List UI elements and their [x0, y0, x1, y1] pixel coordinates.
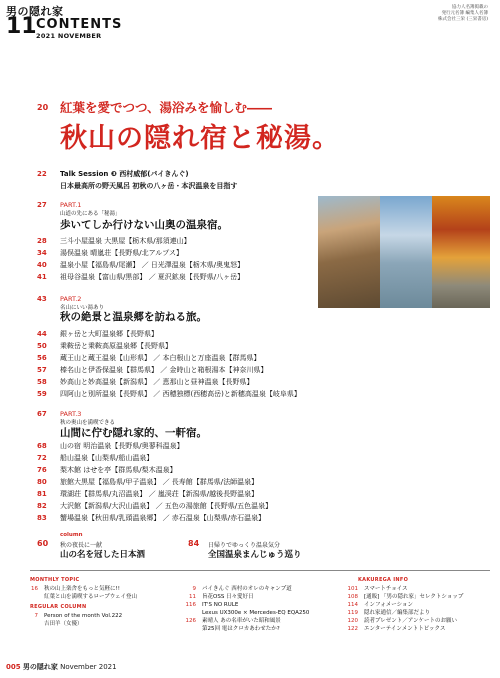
- footer-page-number: 005: [6, 663, 21, 671]
- column-left-kicker: 秋の夜長に一献: [60, 542, 103, 549]
- column-left-page: 60: [37, 539, 49, 548]
- page-number: 28: [37, 237, 47, 245]
- page-number: 68: [37, 442, 47, 450]
- toc-item: [178, 625, 280, 633]
- page-number: 114: [347, 602, 358, 608]
- page-number: 108: [347, 594, 358, 600]
- toc-item[interactable]: [340, 617, 457, 625]
- page-number: 126: [185, 618, 196, 624]
- feature-page-number: 20: [37, 103, 49, 112]
- footer-brand: 男の隠れ家: [22, 663, 58, 671]
- toc-text: [通販] 「男の隠れ家」セレクトショップ: [364, 594, 464, 600]
- regular-column-label: REGULAR COLUMN: [30, 604, 87, 610]
- toc-item[interactable]: [340, 625, 445, 633]
- page-number: 120: [347, 618, 358, 624]
- page-number: 83: [37, 514, 47, 522]
- toc-item: [20, 620, 83, 628]
- toc-text: 温泉小屋【福島県/尾瀬】 ／ 日光澤温泉【栃木県/奥鬼怒】: [60, 261, 245, 269]
- toc-item: [20, 593, 137, 601]
- page-number: 67: [37, 410, 47, 418]
- toc-text: 四阿山と別所温泉【長野県】 ／ 西穂独標(西穂高岳)と新穂高温泉【岐阜県】: [60, 390, 301, 398]
- page-number: 22: [37, 170, 47, 178]
- toc-item[interactable]: [20, 612, 122, 620]
- toc-text: 三斗小屋温泉 大黒屋【栃木県/那須連山】: [60, 237, 191, 245]
- credits: [438, 5, 488, 23]
- toc-text: 梨木館 はせを亭【群馬県/梨木温泉】: [60, 466, 177, 474]
- page-number: 122: [347, 626, 358, 632]
- part-label: PART.1: [60, 201, 82, 209]
- toc-text: 蔵王山と蔵王温泉【山形県】 ／ 本白根山と万座温泉【群馬県】: [60, 354, 261, 362]
- toc-text: 素晴人 あの名車がいた昭和風景: [202, 618, 281, 624]
- page-number: 27: [37, 201, 47, 209]
- page-number: 101: [347, 586, 358, 592]
- page-number: 41: [37, 273, 47, 281]
- toc-text: 蟹場温泉【秋田県/乳頭温泉郷】 ／ 赤石温泉【山梨県/赤石温泉】: [60, 514, 266, 522]
- talk-line2: 日本最高所の野天風呂 初秋の八ヶ岳・本沢温泉を目指す: [60, 182, 238, 190]
- part-label: PART.2: [60, 295, 82, 303]
- toc-text: 妙高山と妙高温泉【新潟県】 ／ 恵那山と昼神温泉【長野県】: [60, 378, 254, 386]
- column-right-page: 84: [188, 539, 200, 548]
- column-right-kicker: 日帰りでゆっくり温泉気分: [208, 542, 280, 549]
- part-heading: 山間に佇む隠れ家的、一軒宿。: [60, 427, 207, 439]
- toc-text: Person of the month Vol.222: [44, 613, 123, 619]
- mountain-lodge-photo: [318, 196, 380, 308]
- kakurega-info-label: KAKUREGA INFO: [358, 577, 409, 583]
- toc-item[interactable]: [178, 585, 292, 593]
- magazine-logo: 男の隠れ家: [6, 5, 64, 18]
- footer-date: November 2021: [60, 663, 117, 671]
- feature-subtitle: 紅葉を愛でつつ、湯浴みを愉しむ――: [60, 100, 273, 115]
- monthly-topic-label: MONTHLY TOPIC: [30, 577, 80, 583]
- toc-item[interactable]: [20, 585, 120, 593]
- feature-photos: [318, 196, 490, 308]
- part-kicker: 山道の先にある「秘湯」: [60, 211, 121, 217]
- toc-text: 祖母谷温泉【富山県/黒部】 ／ 夏沢鉱泉【長野県/八ヶ岳】: [60, 273, 245, 281]
- toc-item: [178, 609, 309, 617]
- toc-item[interactable]: [340, 593, 463, 601]
- issue-number: 11: [6, 14, 37, 39]
- page-number: 56: [37, 354, 47, 362]
- toc-text: 読者プレゼント／アンケートのお願い: [364, 618, 457, 624]
- page-number: 7: [34, 613, 38, 619]
- talk-line1: Talk Session ❸ 西村威郁(パイきんぐ): [60, 170, 189, 178]
- footer: [6, 662, 117, 672]
- snowy-hut-photo: [380, 196, 432, 308]
- toc-text: IT'S NO RULE: [202, 602, 239, 608]
- page-number: 43: [37, 295, 47, 303]
- toc-text: 隠れ家通信／編集部だより: [364, 610, 431, 616]
- toc-text: パイきんぐ 西村のオレのキャンプ道: [202, 586, 292, 592]
- page-number: 50: [37, 342, 47, 350]
- page-number: 11: [189, 594, 196, 600]
- page-number: 80: [37, 478, 47, 486]
- page-number: 58: [37, 378, 47, 386]
- credit-line: 協力人名簿掲載の: [452, 5, 488, 10]
- toc-text: 秋の山上楽舎をもっと気軽に!!: [44, 586, 120, 592]
- part-heading: 秋の絶景と温泉郷を訪ねる旅。: [60, 311, 207, 323]
- page-number: 34: [37, 249, 47, 257]
- toc-text: Lexus UX300e × Mercedes-EQ EQA250: [202, 610, 310, 616]
- toc-text: 第25回 電はクロカあわせたか?: [202, 626, 280, 632]
- toc-item[interactable]: [340, 585, 408, 593]
- toc-text: 乗鞍岳と乗鞍高原温泉郷【長野県】: [60, 342, 172, 350]
- page-number: 57: [37, 366, 47, 374]
- toc-text: スマートチョイス: [364, 586, 408, 592]
- toc-text: インフォメーション: [364, 602, 414, 608]
- contents-label: CONTENTS: [36, 17, 123, 32]
- part-kicker: 名山にいい湯あり: [60, 305, 105, 311]
- credit-line: 株式会社三栄 (三栄書房): [438, 17, 488, 22]
- toc-text: 旨花OSS 日々愛好日: [202, 594, 254, 600]
- issue-date: 2021 NOVEMBER: [36, 32, 102, 40]
- toc-text: 大沢館【新潟県/大沢山温泉】 ／ 五色の湯旅館【長野県/五色温泉】: [60, 502, 273, 510]
- page-number: 9: [192, 586, 196, 592]
- toc-text: 吉田羊（女優）: [44, 621, 83, 627]
- part-label: PART.3: [60, 410, 82, 418]
- column-label: column: [60, 532, 83, 538]
- toc-text: 旅館大黒屋【福島県/甲子温泉】 ／ 長寿館【群馬県/法師温泉】: [60, 478, 259, 486]
- toc-text: 環湖荘【群馬県/丸沼温泉】 ／ 嵐渓荘【新潟県/越後長野温泉】: [60, 490, 259, 498]
- toc-item[interactable]: [178, 601, 238, 609]
- toc-item[interactable]: [178, 593, 254, 601]
- page-number: 16: [31, 586, 38, 592]
- toc-item[interactable]: [340, 601, 413, 609]
- part-kicker: 秋の奥山を満喫できる: [60, 420, 116, 426]
- part-heading: 歩いてしか行けない山奥の温泉宿。: [60, 219, 228, 231]
- toc-text: 湯俣温泉 晴嵐荘【長野県/北アルプス】: [60, 249, 184, 257]
- page-number: 81: [37, 490, 47, 498]
- toc-text: 銀ヶ岳と大町温泉郷【長野県】: [60, 330, 158, 338]
- column-left-title[interactable]: 山の名を冠した日本酒: [60, 550, 146, 560]
- page-number: 82: [37, 502, 47, 510]
- credit-line: 発行元名簿 編集人名簿: [441, 11, 488, 16]
- toc-text: 船山温泉【山梨県/船山温泉】: [60, 454, 154, 462]
- page-number: 76: [37, 466, 47, 474]
- page-number: 40: [37, 261, 47, 269]
- toc-text: 紅葉と山を満喫するロープウェイ登山: [44, 594, 138, 600]
- column-right-title[interactable]: 全国温泉まんじゅう巡り: [208, 550, 302, 560]
- toc-text: エンターテインメントトピックス: [364, 626, 446, 632]
- feature-title: 秋山の隠れ宿と秘湯。: [60, 123, 340, 154]
- page-number: 119: [347, 610, 358, 616]
- toc-text: 山の宿 明治温泉【長野県/奥蓼科温泉】: [60, 442, 184, 450]
- autumn-trail-photo: [432, 196, 490, 308]
- page-number: 59: [37, 390, 47, 398]
- page-number: 72: [37, 454, 47, 462]
- toc-item[interactable]: [178, 617, 281, 625]
- toc-item[interactable]: [340, 609, 430, 617]
- toc-text: 榛名山と伊香保温泉【群馬県】 ／ 金時山と箱根湯本【神奈川県】: [60, 366, 268, 374]
- page-number: 116: [185, 602, 196, 608]
- section-divider: [30, 570, 490, 571]
- page-number: 44: [37, 330, 47, 338]
